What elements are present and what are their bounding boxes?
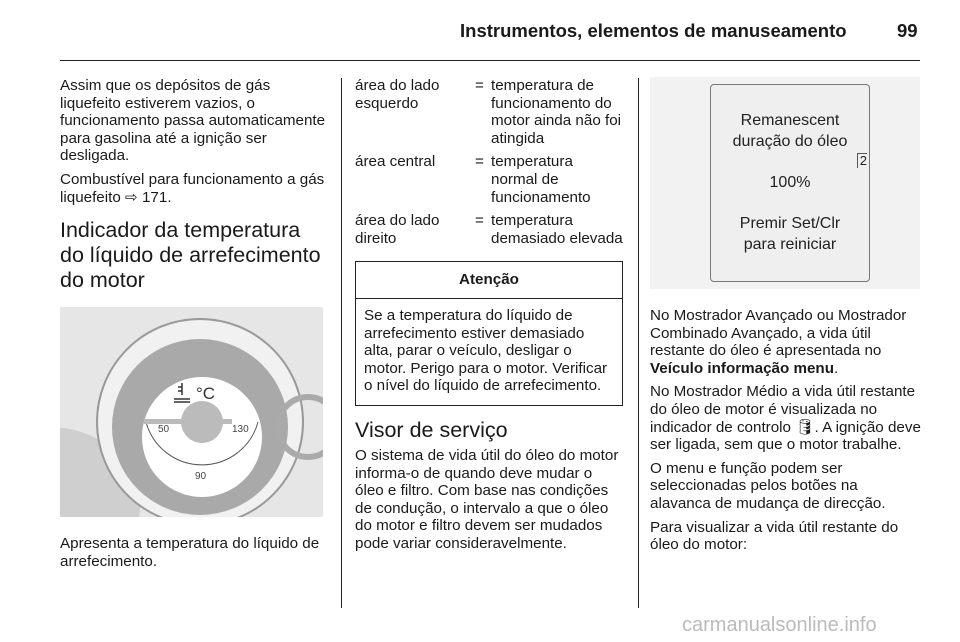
- zone-description: temperatura demasiado elevada: [491, 212, 623, 247]
- zone-description: temperatura de funcionamento do motor ainda não foi atingida: [491, 77, 622, 147]
- equals: =: [475, 212, 484, 230]
- table-row: [355, 153, 623, 212]
- display-page-indicator: 2: [857, 153, 867, 168]
- equals: =: [475, 153, 484, 171]
- column-3: [650, 77, 922, 560]
- column-1: [60, 77, 328, 576]
- menu-name: Veículo informação menu: [650, 359, 834, 377]
- warning-box: [355, 261, 623, 406]
- section-heading: Indicador da temperatura do líquido de arrefecimento do motor: [60, 218, 321, 293]
- paragraph: [650, 383, 922, 453]
- paragraph-text: . A ignição deve ser ligada, sem que o motor trabalhe.: [650, 418, 921, 454]
- paragraph: [60, 171, 328, 206]
- zone-area: área central: [355, 153, 436, 171]
- paragraph-text: .: [834, 359, 839, 377]
- display-text: para reiniciar: [743, 236, 837, 253]
- warning-title: Atenção: [356, 262, 622, 299]
- warning-body: Se a temperatura do líquido de arrefecimento estiver demasiado alta, parar o veículo, desligar o motor. Perigo para o motor. Verificar o nível do líquido de arrefecimento.: [364, 306, 608, 395]
- column-divider: [638, 78, 639, 608]
- zone-description: temperatura normal de funcionamento: [491, 153, 591, 206]
- zone-area: área do lado direito: [355, 212, 440, 247]
- gauge-figure: [60, 307, 323, 517]
- watermark: carmanualsonline.info: [682, 614, 877, 636]
- paragraph-text: Combustível para funcionamento a gás liquefeito: [60, 170, 325, 206]
- header-rule: [60, 60, 920, 61]
- gauge-unit: °C: [196, 384, 216, 404]
- table-row: [355, 212, 623, 253]
- coolant-gauge-image: [60, 307, 323, 517]
- figure-caption: Apresenta a temperatura do líquido de arrefecimento.: [60, 535, 320, 570]
- paragraph: Para visualizar a vida útil restante do óleo do motor:: [650, 518, 899, 554]
- paragraph: Assim que os depósitos de gás liquefeito estiverem vazios, o funcionamento passa automaticamente para gasolina até a ignição ser desligada.: [60, 77, 326, 165]
- temperature-zone-table: [355, 77, 623, 253]
- page-number: 99: [897, 20, 918, 41]
- zone-area: área do lado esquerdo: [355, 77, 440, 112]
- service-display-figure: [650, 77, 920, 289]
- table-row: [355, 77, 623, 153]
- equals: =: [475, 77, 484, 94]
- paragraph: [650, 307, 922, 377]
- paragraph-text: No Mostrador Médio a vida útil restante do óleo de motor é visualizada no indicador de controlo: [650, 383, 916, 436]
- gauge-tick: 90: [195, 471, 207, 483]
- oil-life-display: [710, 84, 870, 282]
- page-header-title: Instrumentos, elementos de manuseamento: [460, 20, 847, 41]
- paragraph: O menu e função podem ser seleccionadas pelos botões na alavanca de mudança de direcção.: [650, 459, 886, 512]
- column-2: [355, 77, 623, 558]
- column-divider: [341, 78, 342, 608]
- gauge-tick: 50: [158, 424, 170, 436]
- oil-can-icon: 🛢: [795, 418, 815, 436]
- oil-life-value: 100%: [769, 174, 811, 191]
- gauge-tick: 130: [232, 424, 249, 436]
- paragraph: O sistema de vida útil do óleo do motor informa-o de quando deve mudar o óleo e filtro. Com base nas condições de condução, o intervalo a que o óleo do motor e filtro devem ser mudados pode variar consideravelmente.: [355, 446, 619, 552]
- display-text: duração do óleo: [732, 133, 848, 150]
- section-heading: Visor de serviço: [355, 417, 508, 442]
- paragraph-text: No Mostrador Avançado ou Mostrador Combinado Avançado, a vida útil restante do óleo é apresentada no: [650, 307, 907, 360]
- page-ref-link[interactable]: 171.: [141, 188, 172, 206]
- display-text: Remanescent: [740, 112, 840, 129]
- page-ref-arrow-icon: ⇨: [125, 188, 138, 206]
- display-text: Premir Set/Clr: [739, 215, 841, 232]
